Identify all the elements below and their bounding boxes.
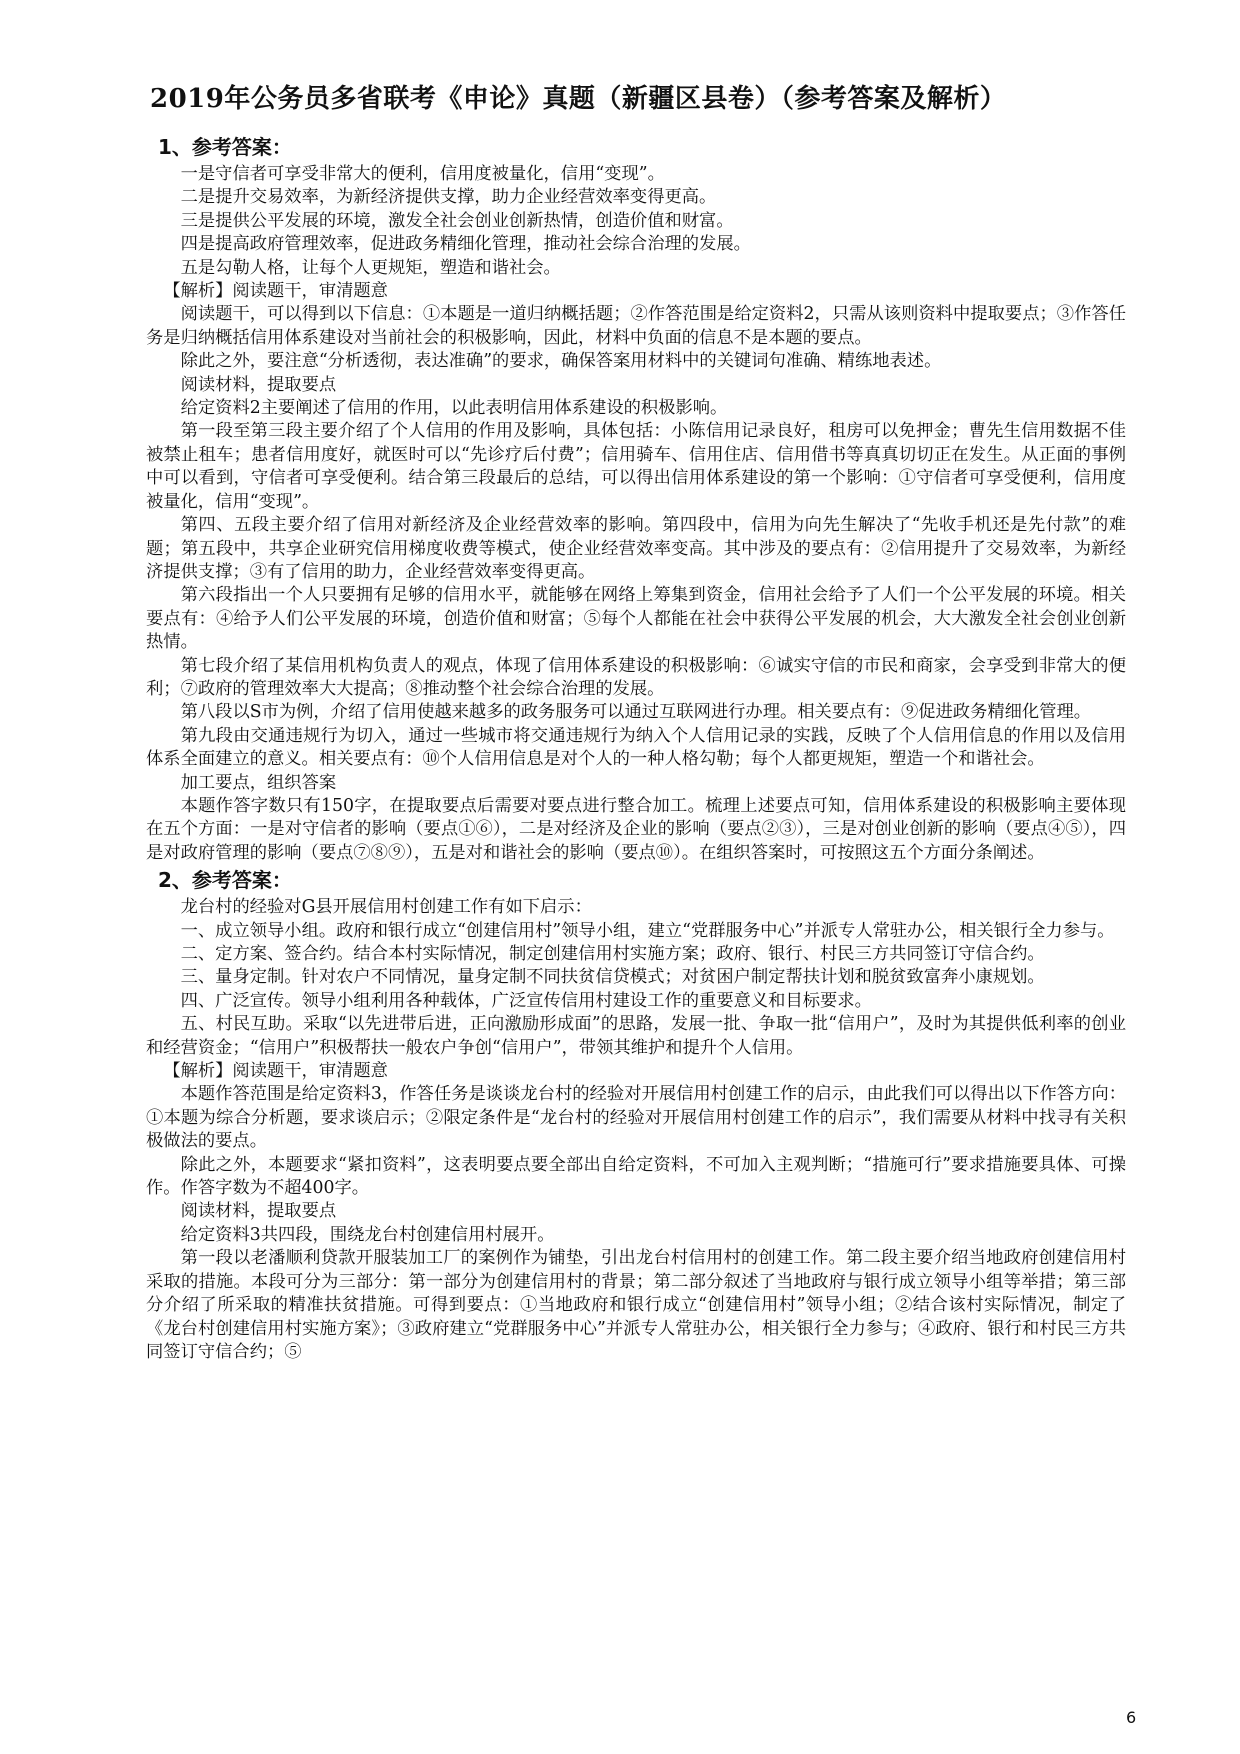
paragraph: 一、成立领导小组。政府和银行成立“创建信用村”领导小组，建立“党群服务中心”并派专人常驻办公，相关银行全力参与。	[180, 920, 1115, 941]
analysis-note: 【解析】阅读题干，审清题意	[163, 281, 388, 302]
paragraph: 四、广泛宣传。领导小组利用各种载体，广泛宣传信用村建设工作的重要意义和目标要求。	[180, 990, 872, 1011]
paragraph: 除此之外，要注意“分析透彻，表达准确”的要求，确保答案用材料中的关键词句准确、精练地表述。	[180, 351, 942, 372]
paragraph: 五是勾勒人格，让每个人更规矩，塑造和谐社会。	[180, 257, 561, 278]
paragraph: 龙台村的经验对G县开展信用村创建工作有如下启示：	[180, 897, 592, 918]
paragraph: 二、定方案、签合约。结合本村实际情况，制定创建信用村实施方案；政府、银行、村民三方共同签订守信合约。	[180, 944, 1045, 964]
paragraph: 第七段介绍了某信用机构负责人的观点，体现了信用体系建设的积极影响：⑥诚实守信的市民和商家，会享受到非常大的便利；⑦政府的管理效率大大提高；⑧推动整个社会综合治理的发展。	[146, 655, 1126, 699]
paragraph: 第一段以老潘顺利贷款开服装加工厂的案例作为铺垫，引出龙台村信用村的创建工作。第二段主要介绍当地政府创建信用村采取的措施。本段可分为三部分：第一部分为创建信用村的背景；第二部分叙述了当地政府与银行成立领导小组等举措；第三部分介绍了所采取的精准扶贫措施。可得到要点：①当地政府和银行成立“创建信用村”领导小组；②结合该村实际情况，制定了《龙台村创建信用村实施方案》；③政府建立“党群服务中心”并派专人常驻办公，相关银行全力参与；④政府、银行和村民三方共同签订守信合约；⑤	[146, 1248, 1127, 1362]
paragraph: 给定资料3共四段，围绕龙台村创建信用村展开。	[180, 1224, 555, 1245]
paragraph: 阅读题干，可以得到以下信息：①本题是一道归纳概括题；②作答范围是给定资料2，只需从该则资料中提取要点；③作答任务是归纳概括信用体系建设对当前社会的积极影响，因此，材料中负面的信息不是本题的要点。	[146, 304, 1126, 348]
analysis-note: 【解析】阅读题干，审清题意	[163, 1061, 388, 1082]
document-title: 2019年公务员多省联考《申论》真题（新疆区县卷）（参考答案及解析）	[150, 84, 1007, 114]
paragraph: 第一段至第三段主要介绍了个人信用的作用及影响，具体包括：小陈信用记录良好，租房可以免押金；曹先生信用数据不佳被禁止租车；患者信用度好，就医时可以“先诊疗后付费”；信用骑车、信用住店、信用借书等真真切切正在发生。从正面的事例中可以看到，守信者可享受便利。结合第三段最后的总结，可以得出信用体系建设的第一个影响：①守信者可享受便利，信用度被量化，信用“变现”。	[146, 421, 1127, 512]
paragraph: 第九段由交通违规行为切入，通过一些城市将交通违规行为纳入个人信用记录的实践，反映了个人信用信息的作用以及信用体系全面建立的意义。相关要点有：⑩个人信用信息是对个人的一种人格勾勒；每个人都更规矩，塑造一个和谐社会。	[146, 725, 1126, 770]
paragraph: 加工要点，组织答案	[180, 772, 337, 793]
paragraph: 第六段指出一个人只要拥有足够的信用水平，就能够在网络上筹集到资金，信用社会给予了人们一个公平发展的环境。相关要点有：④给予人们公平发展的环境，创造价值和财富；⑤每个人都能在社会中获得公平发展的机会，大大激发全社会创业创新热情。	[146, 585, 1126, 653]
document-body	[146, 132, 1126, 1364]
paragraph: 五、村民互助。采取“以先进带后进，正向激励形成面”的思路，发展一批、争取一批“信用户”，及时为其提供低利率的创业和经营资金；“信用户”积极帮扶一般农户争创“信用户”，带领其维护和提升个人信用。	[146, 1014, 1126, 1058]
paragraph: 第八段以S市为例，介绍了信用使越来越多的政务服务可以通过互联网进行办理。相关要点有：⑨促进政务精细化管理。	[180, 702, 1092, 723]
section-heading: 1、参考答案：	[158, 135, 292, 159]
paragraph: 三、量身定制。针对农户不同情况，量身定制不同扶贫信贷模式；对贫困户制定帮扶计划和脱贫致富奔小康规划。	[180, 967, 1045, 988]
paragraph: 三是提供公平发展的环境，激发全社会创业创新热情，创造价值和财富。	[180, 210, 734, 231]
paragraph: 一是守信者可享受非常大的便利，信用度被量化，信用“变现”。	[180, 164, 665, 184]
paragraph: 给定资料2主要阐述了信用的作用，以此表明信用体系建设的积极影响。	[180, 398, 728, 419]
paragraph: 阅读材料，提取要点	[180, 1201, 337, 1222]
paragraph: 第四、五段主要介绍了信用对新经济及企业经营效率的影响。第四段中，信用为向先生解决了“先收手机还是先付款”的难题；第五段中，共享企业研究信用梯度收费等模式，使企业经营效率变高。其中涉及的要点有：②信用提升了交易效率，为新经济提供支撑；③有了信用的助力，企业经营效率变得更高。	[146, 515, 1126, 582]
paragraph: 二是提升交易效率，为新经济提供支撑，助力企业经营效率变得更高。	[180, 187, 717, 208]
paragraph: 本题作答范围是给定资料3，作答任务是谈谈龙台村的经验对开展信用村创建工作的启示，由此我们可以得出以下作答方向：①本题为综合分析题，要求谈启示；②限定条件是“龙台村的经验对开展信用村创建工作的启示”，我们需要从材料中找寻有关积极做法的要点。	[146, 1084, 1126, 1152]
paragraph: 阅读材料，提取要点	[180, 374, 337, 395]
section-heading: 2、参考答案：	[158, 868, 292, 893]
page-number: 6	[1126, 1708, 1137, 1727]
paragraph: 四是提高政府管理效率，促进政务精细化管理，推动社会综合治理的发展。	[180, 234, 751, 255]
paragraph: 本题作答字数只有150字，在提取要点后需要对要点进行整合加工。梳理上述要点可知，信用体系建设的积极影响主要体现在五个方面：一是对守信者的影响（要点①⑥），二是对经济及企业的影响（要点②③），三是对创业创新的影响（要点④⑤），四是对政府管理的影响（要点⑦⑧⑨），五是对和谐社会的影响（要点⑩）。在组织答案时，可按照这五个方面分条阐述。	[146, 795, 1126, 863]
paragraph: 除此之外，本题要求“紧扣资料”，这表明要点要全部出自给定资料，不可加入主观判断；“措施可行”要求措施要具体、可操作。作答字数为不超400字。	[146, 1154, 1126, 1199]
